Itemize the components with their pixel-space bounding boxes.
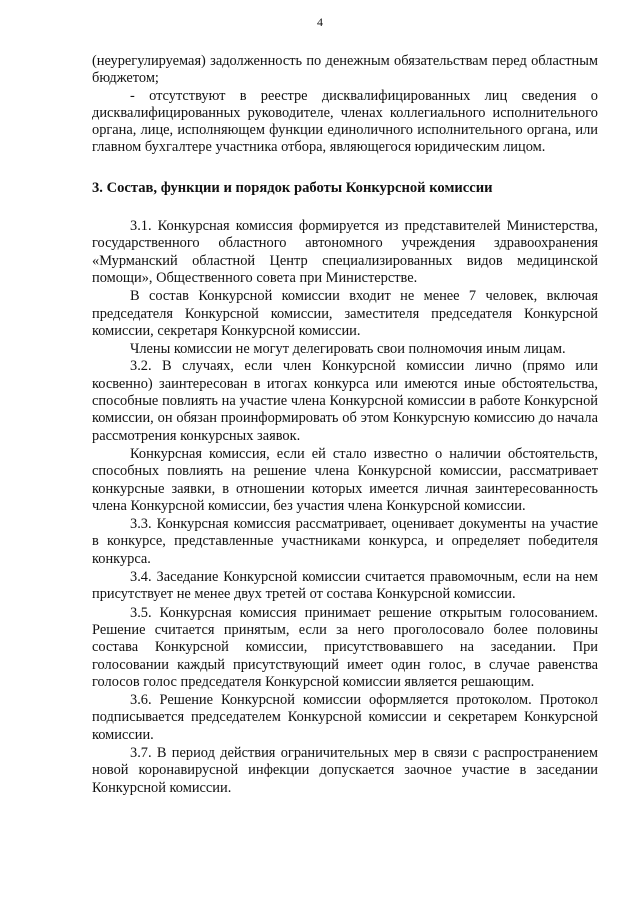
paragraph-conflict-of-interest: Конкурсная комиссия, если ей стало известно о наличии обстоятельств, способных повлиять на решение члена Конкурсной комиссии, рассматривает конкурсные заявки, в отношении которых имеется личная заинтересованность члена Конкурсной комиссии, без участия члена Конкурсной комиссии. <box>92 445 598 514</box>
paragraph-commission-composition: В состав Конкурсной комиссии входит не менее 7 человек, включая председателя Конкурсной комиссии, заместителя председателя Конкурсной комиссии, секретаря Конкурсной комиссии. <box>92 288 598 339</box>
paragraph-disqualified-registry: - отсутствуют в реестре дисквалифицированных лиц сведения о дисквалифицированных руководителе, членах коллегиального исполнительного органа, лице, исполняющем функции единоличного исполнительного органа, или главном бухгалтере участника отбора, являющегося юридическим лицом. <box>92 87 598 156</box>
paragraph-no-delegation: Члены комиссии не могут делегировать свои полномочия иным лицам. <box>130 341 566 358</box>
paragraph-3-3: 3.3. Конкурсная комиссия рассматривает, оценивает документы на участие в конкурсе, представленные участниками конкурса, и определяет победителя конкурса. <box>92 516 598 567</box>
paragraph-3-6: 3.6. Решение Конкурсной комиссии оформляется протоколом. Протокол подписывается председателем Конкурсной комиссии и секретарем Конкурсной комиссии. <box>92 692 598 743</box>
paragraph-3-5: 3.5. Конкурсная комиссия принимает решение открытым голосованием. Решение считается принятым, если за него проголосовало более половины состава Конкурсной комиссии, присутствовавшего на заседании. При голосовании каждый присутствующий имеет один голос, в случае равенства голосов голос председателя Конкурсной комиссии является решающим. <box>92 604 598 690</box>
paragraph-3-2: 3.2. В случаях, если член Конкурсной комиссии лично (прямо или косвенно) заинтересован в итогах конкурса или имеются иные обстоятельства, способные повлиять на участие члена Конкурсной комиссии в работе Конкурсной комиссии, он обязан проинформировать об этом Конкурсную комиссию до начала рассмотрения конкурсных заявок. <box>92 358 598 444</box>
paragraph-debt: (неурегулируемая) задолженность по денежным обязательствам перед областным бюджетом; <box>92 53 598 87</box>
section-heading: 3. Состав, функции и порядок работы Конкурсной комиссии <box>92 179 493 196</box>
paragraph-3-1: 3.1. Конкурсная комиссия формируется из представителей Министерства, государственного областного автономного учреждения здравоохранения «Мурманский областной Центр специализированных видов медицинской помощи», Общественного совета при Министерстве. <box>92 218 598 286</box>
paragraph-3-4: 3.4. Заседание Конкурсной комиссии считается правомочным, если на нем присутствует не менее двух третей от состава Конкурсной комиссии. <box>92 569 598 603</box>
paragraph-3-7: 3.7. В период действия ограничительных мер в связи с распространением новой коронавирусной инфекции допускается заочное участие в заседании Конкурсной комиссии. <box>92 744 598 796</box>
document-body <box>92 53 598 797</box>
page-number: 4 <box>317 15 323 29</box>
